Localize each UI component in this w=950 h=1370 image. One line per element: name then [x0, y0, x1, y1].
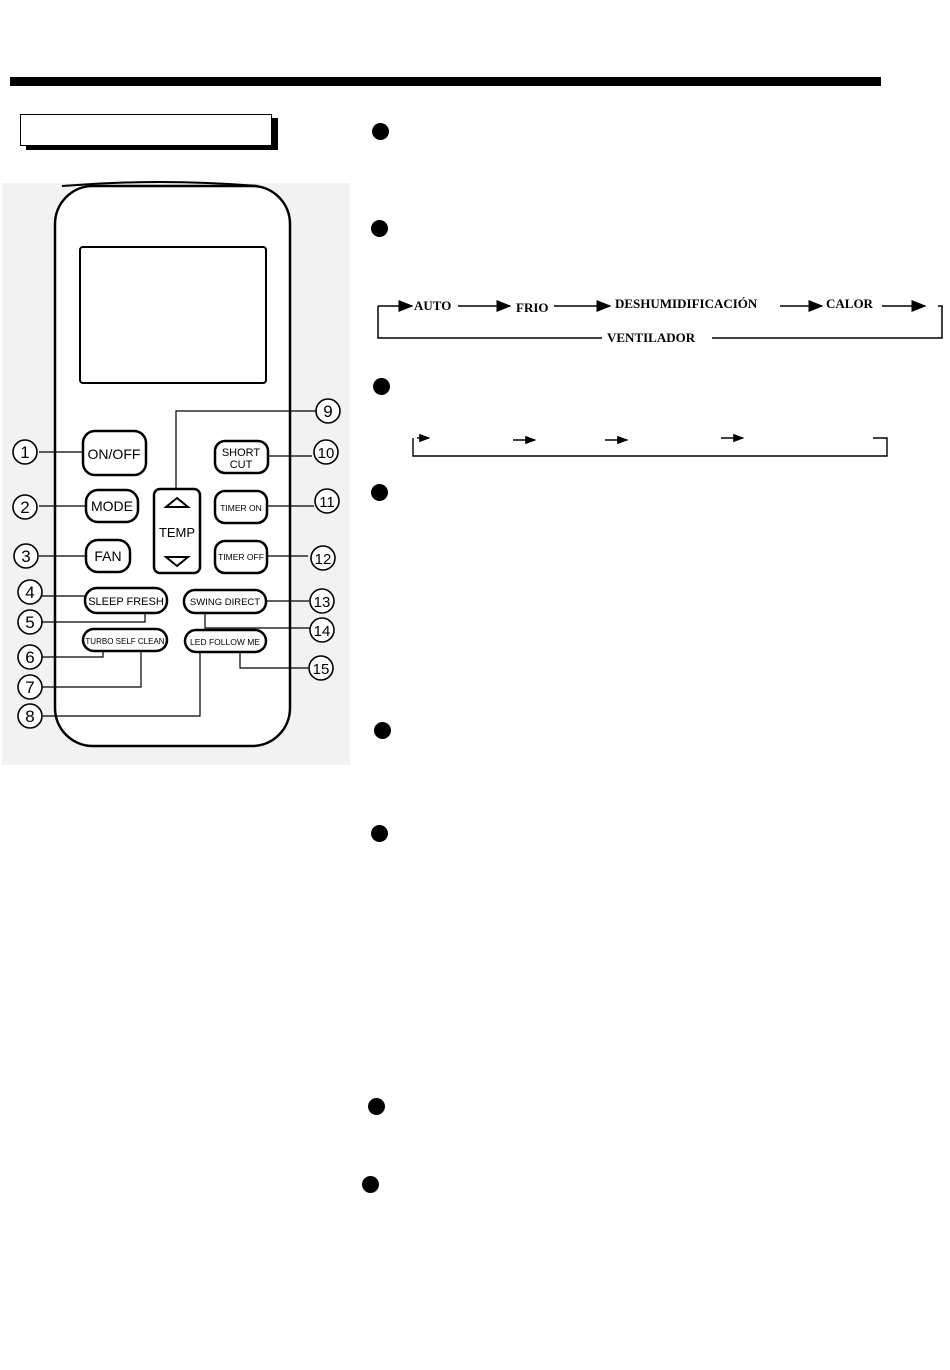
callout-number: 2 — [20, 498, 30, 517]
mode-label: MODE — [91, 498, 133, 514]
mode-cycle-diagram — [370, 292, 950, 352]
callout-number: 8 — [25, 707, 35, 726]
timer-on-label: TIMER ON — [220, 503, 262, 513]
callout-number: 6 — [25, 648, 35, 667]
callout-12 — [311, 546, 335, 570]
bullet-icon — [373, 378, 390, 395]
on-off-label: ON/OFF — [87, 446, 141, 462]
short-cut-label-line1: SHORT — [221, 447, 261, 459]
callout-number: 13 — [313, 594, 331, 611]
short-cut-button[interactable] — [215, 441, 268, 473]
callout-3 — [14, 544, 38, 568]
callout-7 — [18, 675, 42, 699]
mode-step-ventilador: VENTILADOR — [607, 330, 696, 345]
fan-button[interactable] — [86, 540, 130, 572]
callout-number: 1 — [20, 443, 30, 462]
mode-button[interactable] — [86, 490, 138, 522]
mode-step-calor: CALOR — [826, 296, 873, 311]
callout-number: 14 — [313, 623, 331, 640]
short-cut-label-line2: CUT — [229, 459, 253, 471]
remote-control-diagram — [0, 0, 360, 780]
callout-5 — [18, 610, 42, 634]
callout-number: 4 — [25, 583, 35, 602]
callout-1 — [13, 440, 37, 464]
temp-label: TEMP — [158, 525, 196, 540]
callout-14 — [310, 618, 334, 642]
timer-off-button[interactable] — [215, 541, 267, 573]
timer-on-button[interactable] — [215, 491, 267, 523]
mode-step-frio: FRIO — [516, 300, 549, 315]
led-follow-me-button[interactable] — [185, 630, 266, 652]
led-follow-me-label: LED FOLLOW ME — [190, 637, 260, 647]
callout-8 — [18, 704, 42, 728]
bullet-icon — [368, 1098, 385, 1115]
temp-button[interactable] — [154, 489, 200, 573]
bullet-icon — [362, 1176, 379, 1193]
bullet-icon — [371, 220, 388, 237]
callout-4 — [18, 580, 42, 604]
callout-number: 15 — [312, 661, 330, 678]
turbo-self-clean-button[interactable] — [83, 629, 167, 651]
timer-off-label: TIMER OFF — [218, 552, 264, 562]
callout-15 — [309, 656, 333, 680]
callout-number: 5 — [25, 613, 35, 632]
callout-number: 9 — [323, 402, 333, 421]
callout-number: 10 — [317, 445, 335, 462]
bullet-icon — [374, 722, 391, 739]
callout-6 — [18, 645, 42, 669]
fan-cycle-diagram — [405, 428, 905, 468]
callout-2 — [13, 495, 37, 519]
swing-direct-label: SWING DIRECT — [189, 597, 261, 608]
mode-step-deshumidificacion: DESHUMIDIFICACIÓN — [615, 296, 758, 311]
on-off-button[interactable] — [83, 431, 146, 475]
bullet-icon — [371, 484, 388, 501]
mode-step-auto: AUTO — [414, 298, 452, 313]
callout-11 — [315, 489, 339, 513]
callout-9 — [316, 399, 340, 423]
swing-direct-button[interactable] — [184, 590, 266, 613]
bullet-icon — [372, 123, 389, 140]
turbo-self-clean-label: TURBO SELF CLEAN — [85, 637, 165, 646]
sleep-fresh-label: SLEEP FRESH — [88, 596, 164, 608]
fan-label: FAN — [94, 548, 122, 564]
sleep-fresh-button[interactable] — [85, 588, 167, 613]
callout-10 — [314, 440, 338, 464]
callout-number: 11 — [319, 494, 335, 511]
callout-number: 7 — [25, 678, 35, 697]
remote-display — [80, 247, 266, 383]
bullet-icon — [371, 825, 388, 842]
callout-number: 12 — [314, 551, 332, 568]
callout-number: 3 — [21, 547, 31, 566]
callout-13 — [310, 589, 334, 613]
